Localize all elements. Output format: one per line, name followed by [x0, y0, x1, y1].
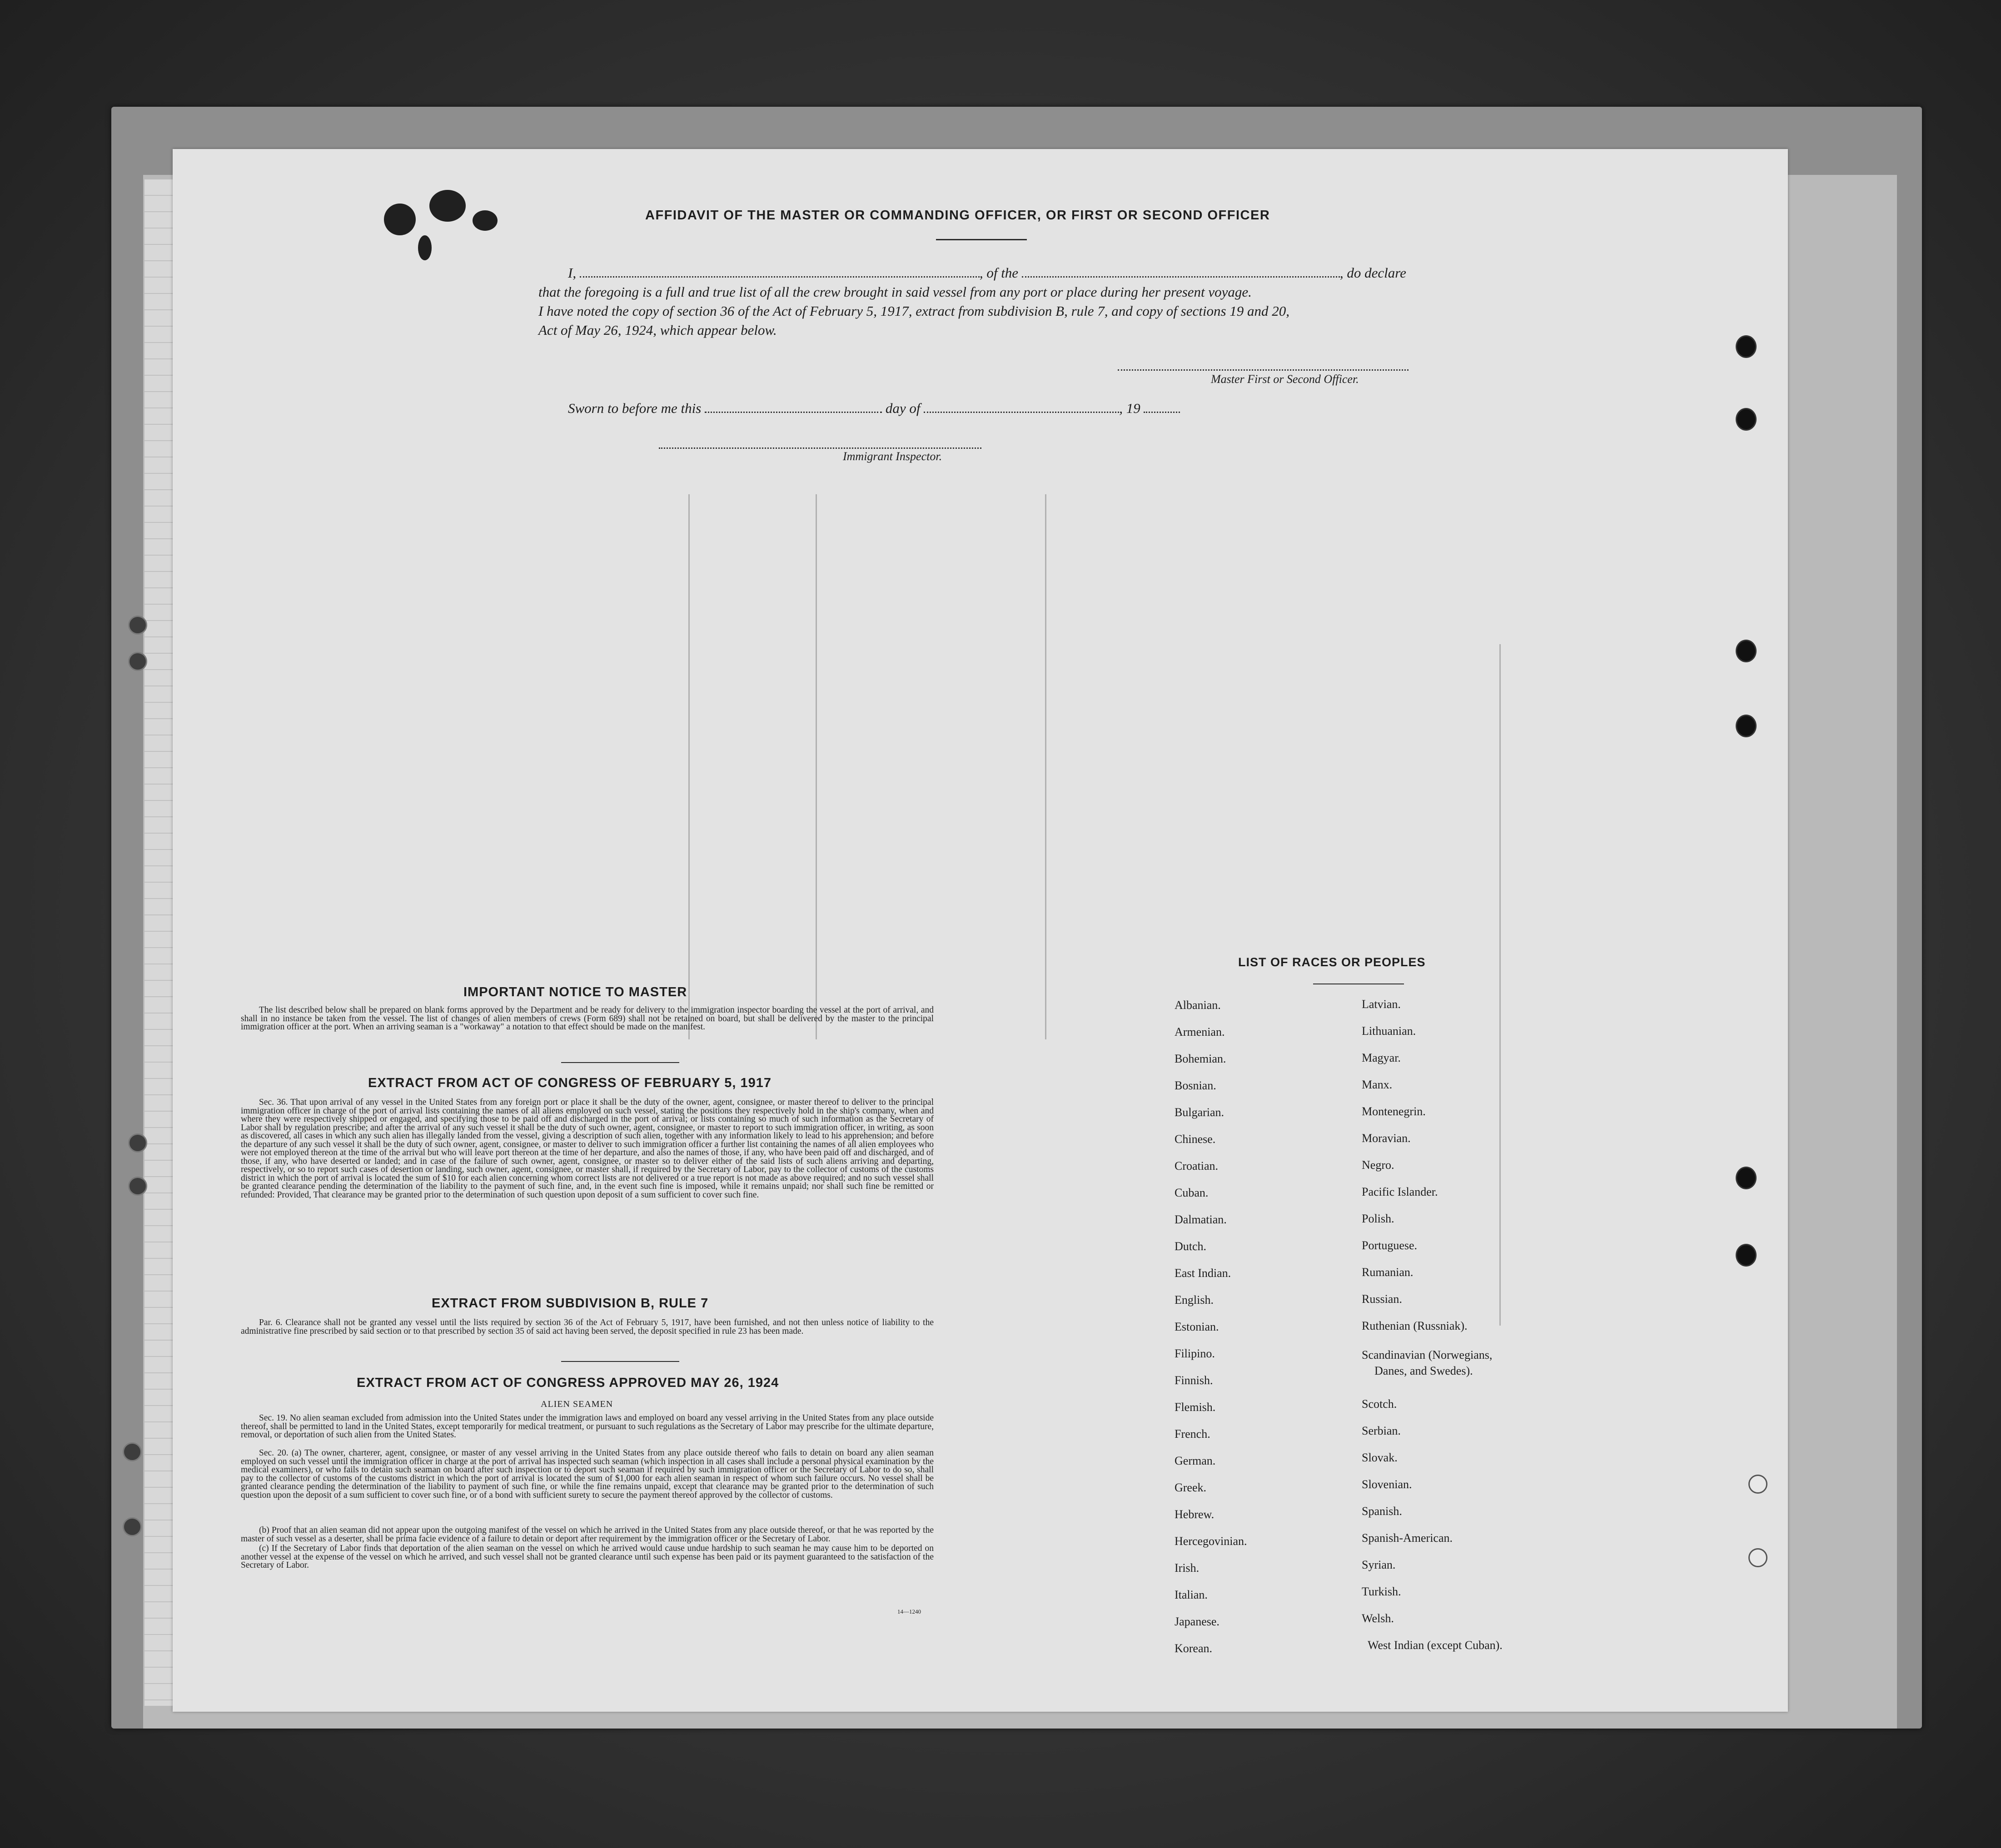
name-blank[interactable]	[580, 266, 980, 278]
binder-hole	[128, 616, 147, 635]
race-item: Finnish.	[1175, 1374, 1213, 1387]
race-item: Chinese.	[1175, 1133, 1216, 1146]
act-1924-title: EXTRACT FROM ACT OF CONGRESS APPROVED MAY 26, 1924	[357, 1376, 779, 1390]
race-item: Serbian.	[1362, 1424, 1401, 1437]
race-item: Hebrew.	[1175, 1508, 1215, 1521]
binder-hole	[128, 1133, 147, 1153]
race-item: Portuguese.	[1362, 1239, 1418, 1252]
race-item: Polish.	[1362, 1212, 1394, 1225]
sec-20b-body: (b) Proof that an alien seaman did not appear upon the outgoing manifest of the vessel on which he arrived in the United States from any place outside thereof, or that he was reported by the master of such vessel as a deserter, shall be prima facie evidence of a failure to detain or deport after requirement by the immigration officer or the Secretary of Labor.	[241, 1525, 934, 1544]
race-item: Rumanian.	[1362, 1266, 1414, 1279]
race-item: Slovenian.	[1362, 1478, 1412, 1491]
sworn-year: , 19	[1119, 400, 1140, 416]
race-item: Greek.	[1175, 1481, 1207, 1494]
binder-hole	[1748, 1548, 1767, 1567]
year-blank[interactable]	[1144, 402, 1180, 413]
race-item: Albanian.	[1175, 999, 1221, 1012]
race-item: Lithuanian.	[1362, 1024, 1416, 1038]
race-item: Croatian.	[1175, 1159, 1219, 1172]
race-item: Latvian.	[1362, 998, 1401, 1011]
race-item: Italian.	[1175, 1588, 1208, 1601]
act-1917-body: Sec. 36. That upon arrival of any vessel in the United States from any foreign port or place it shall be the duty of the owner, agent, consignee, or master thereof to deliver to the principal immigration officer in charge of the port of arrival lists containing the names of all aliens employed on such vessel, stating the positions they respectively hold in the ship's company, when and where they were respectively shipped or engaged, and specifying those to be paid off and discharged in the port of arrival; or lists containing so much of such information as the Secretary of Labor shall by regulation prescribe; and after the arrival of any such vessel it shall be the duty of such owner, agent, consignee, or master to report to such immigration officer, in writing, as soon as discovered, all cases in which any such alien has illegally landed from the vessel, giving a description of such alien, together with any information likely to lead to his apprehension; and before the departure of any such vessel it shall be the duty of such owner, agent, consignee, or master to deliver to such immigration officer a further list containing the names of all alien employees who were not employed thereon at the time of the arrival but who will leave port thereon at the time of her departure, and also the names of those, if any, who have been paid off and discharged, and of those, if any, who have deserted or landed; and in case of the failure of such owner, agent, consignee, or master so to deliver either of the said lists of such aliens arriving and departing, respectively, or so to report such cases of desertion or landing, such owner, agent, consignee, or master shall, if required by the Secretary of Labor, pay to the collector of customs of the customs district in which the port of arrival is located the sum of $10 for each alien concerning whom correct lists are not delivered or a true report is not made as above required; and no such vessel shall be granted clearance pending the determination of the liability to the payment of such fine, and, in the event such fine is imposed, while it remains unpaid; nor shall such fine be remitted or refunded: Provided, That clearance may be granted prior to the determination of such question upon deposit of a sum sufficient to cover such fine.	[241, 1098, 934, 1200]
race-item: West Indian (except Cuban).	[1368, 1639, 1503, 1652]
binder-hole	[1736, 715, 1757, 737]
binder-hole	[1748, 1475, 1767, 1494]
notice-rule	[561, 1062, 679, 1063]
month-blank[interactable]	[924, 402, 1119, 413]
binder-hole	[1736, 1244, 1757, 1267]
inspector-label: Immigrant Inspector.	[843, 450, 942, 463]
race-item: English.	[1175, 1293, 1214, 1307]
form-page	[173, 149, 1788, 1712]
affidavit-line-3: I have noted the copy of section 36 of the Act of February 5, 1917, extract from subdivision B, rule 7, and copy of sections 19 and 20,	[538, 303, 1290, 319]
binder-hole	[123, 1517, 142, 1536]
form-number: 14—1240	[897, 1608, 921, 1615]
race-item: Syrian.	[1362, 1558, 1396, 1571]
act-1917-title: EXTRACT FROM ACT OF CONGRESS OF FEBRUARY 5, 1917	[368, 1076, 772, 1090]
race-item: Magyar.	[1362, 1051, 1401, 1064]
race-item: Dutch.	[1175, 1240, 1207, 1253]
race-item: Bohemian.	[1175, 1052, 1226, 1065]
race-item: Scotch.	[1362, 1397, 1397, 1411]
bleed-line	[688, 494, 690, 1039]
race-item: German.	[1175, 1454, 1216, 1467]
master-label: Master First or Second Officer.	[1211, 373, 1359, 386]
ink-stain	[473, 210, 498, 231]
affidavit-line-2: that the foregoing is a full and true list of all the crew brought in said vessel from any port or place during her present voyage.	[538, 284, 1252, 300]
vessel-blank[interactable]	[1022, 266, 1340, 278]
binder-hole	[123, 1442, 142, 1461]
affidavit-line-4: Act of May 26, 1924, which appear below.	[538, 322, 777, 338]
sec-20c-body: (c) If the Secretary of Labor finds that deportation of the alien seaman on the vessel on which he arrived would cause undue hardship to such seaman he may cause him to be deported on another vessel at the expense of the vessel on which he arrived, and such vessel shall not be granted clearance until such expense has been paid or its payment guaranteed to the satisfaction of the Secretary of Labor.	[241, 1544, 934, 1570]
binder-hole	[128, 652, 147, 671]
sworn-line	[568, 400, 1180, 417]
affidavit-title: AFFIDAVIT OF THE MASTER OR COMMANDING OFFICER, OR FIRST OR SECOND OFFICER	[645, 208, 1270, 223]
affidavit-declare: , do declare	[1339, 265, 1406, 281]
sec-19-body: Sec. 19. No alien seaman excluded from admission into the United States under the immigration laws and employed on board any vessel arriving in the United States from any place outside thereof, shall be permitted to land in the United States, except temporarily for medical treatment, or pursuant to such regulations as the Secretary of Labor may prescribe for the ultimate departure, removal, or deportation of such alien from the United States.	[241, 1413, 934, 1440]
binder-hole	[1736, 335, 1757, 358]
ink-stain	[384, 204, 416, 235]
bleed-line	[816, 494, 817, 1039]
day-blank[interactable]	[705, 402, 882, 413]
race-item: Pacific Islander.	[1362, 1185, 1438, 1198]
race-item: Armenian.	[1175, 1025, 1225, 1038]
race-item: Slovak.	[1362, 1451, 1398, 1464]
rule-7-body: Par. 6. Clearance shall not be granted any vessel until the lists required by section 36 of the Act of February 5, 1917, have been furnished, and not then unless notice of liability to the administrative fine prescribed by said section or to that prescribed by section 35 of said act having been served, the deposit specified in rule 23 has been made.	[241, 1318, 934, 1336]
race-item: Manx.	[1362, 1078, 1393, 1091]
race-item: Montenegrin.	[1362, 1105, 1426, 1118]
race-item: Estonian.	[1175, 1320, 1219, 1333]
race-item: Bosnian.	[1175, 1079, 1216, 1092]
race-item: Scandinavian (Norwegians,	[1362, 1348, 1493, 1361]
race-item: Flemish.	[1175, 1401, 1216, 1414]
race-item: Korean.	[1175, 1642, 1213, 1655]
notice-body: The list described below shall be prepared on blank forms approved by the Department and be ready for delivery to the immigration inspector boarding the vessel at the port of arrival, and shall in no instance be taken from the vessel. The list of changes of alien members of crews (Form 689) shall not be retained on board, but shall be delivered by the master to the principal immigration officer at the port. When an arriving seaman is a "workaway" a notation to that effect should be made on the manifest.	[241, 1005, 934, 1032]
race-item: Ruthenian (Russniak).	[1362, 1319, 1468, 1332]
binder-hole	[1736, 640, 1757, 662]
race-item: Moravian.	[1362, 1132, 1411, 1145]
bleed-line	[1045, 494, 1046, 1039]
binder-hole	[128, 1177, 147, 1196]
races-title: LIST OF RACES OR PEOPLES	[1238, 955, 1426, 969]
race-item: Japanese.	[1175, 1615, 1220, 1628]
rule-7-rule	[561, 1361, 679, 1362]
alien-seamen-subtitle: ALIEN SEAMEN	[541, 1399, 613, 1409]
affidavit-line-1	[568, 265, 1406, 281]
notice-title: IMPORTANT NOTICE TO MASTER	[463, 985, 687, 999]
race-item: Negro.	[1362, 1158, 1394, 1172]
master-signature-line[interactable]	[1118, 369, 1409, 372]
ink-stain	[418, 235, 432, 260]
race-item: Hercegovinian.	[1175, 1535, 1247, 1548]
race-item: Irish.	[1175, 1561, 1200, 1575]
race-item: Spanish-American.	[1362, 1531, 1453, 1545]
binder-hole	[1736, 1167, 1757, 1189]
sworn-day-of: day of	[885, 400, 921, 416]
ink-stain	[429, 190, 466, 222]
binder-hole	[1736, 408, 1757, 431]
race-item: Russian.	[1362, 1292, 1402, 1306]
affidavit-of-the: , of the	[979, 265, 1019, 281]
race-item: Dalmatian.	[1175, 1213, 1227, 1226]
race-item: Bulgarian.	[1175, 1106, 1224, 1119]
race-item: Filipino.	[1175, 1347, 1215, 1360]
race-item: Danes, and Swedes).	[1374, 1364, 1473, 1377]
race-item: Cuban.	[1175, 1186, 1209, 1199]
sworn-text: Sworn to before me this	[568, 400, 702, 416]
rule-7-title: EXTRACT FROM SUBDIVISION B, RULE 7	[432, 1296, 709, 1311]
race-item: French.	[1175, 1427, 1210, 1441]
title-rule	[936, 239, 1027, 240]
race-item: Turkish.	[1362, 1585, 1401, 1598]
race-item: Spanish.	[1362, 1505, 1402, 1518]
race-item: East Indian.	[1175, 1267, 1231, 1280]
affidavit-i: I,	[568, 265, 577, 281]
bleed-line	[1499, 644, 1501, 1326]
race-item: Welsh.	[1362, 1612, 1394, 1625]
sec-20a-body: Sec. 20. (a) The owner, charterer, agent, consignee, or master of any vessel arriving in the United States from any place outside thereof who fails to detain on board any alien seaman employed on such vessel until the immigration officer in charge at the port of arrival has inspected such seaman (which inspection in all cases shall include a personal physical examination by the medical examiners), or who fails to detain such seaman on board after such inspection or to deport such seaman if required by such immigration officer or the Secretary of Labor to do so, shall pay to the collector of customs of the customs district in which the port of arrival is located the sum of $1,000 for each alien seaman in respect of whom such failure occurs. No vessel shall be granted clearance pending the determination of the liability to payment of such fine, or while the fine remains unpaid, except that clearance may be granted prior to the determination of such question upon the deposit of a sum sufficient to cover such fine, or of a bond with sufficient surety to secure the payment thereof approved by the collector of customs.	[241, 1448, 934, 1500]
